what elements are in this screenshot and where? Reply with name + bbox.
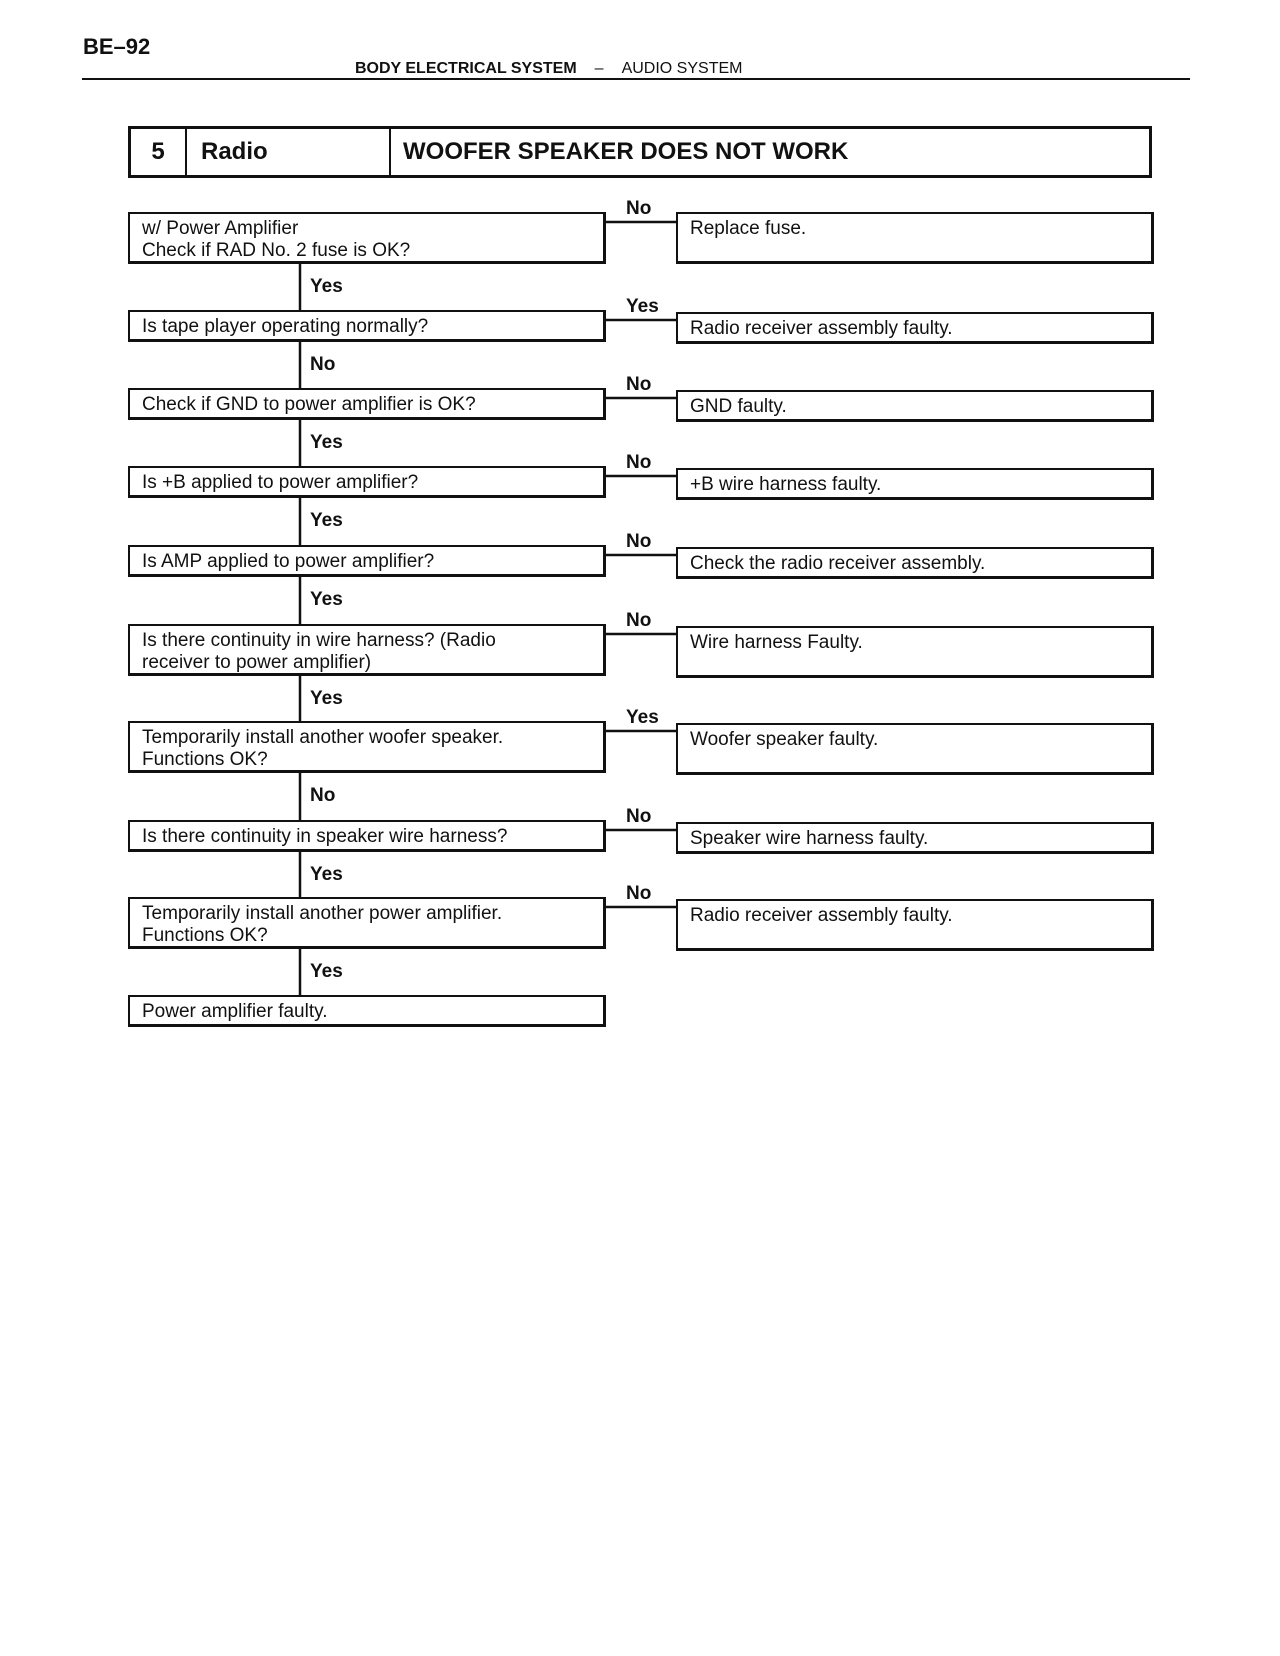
- title-text: WOOFER SPEAKER DOES NOT WORK: [403, 138, 849, 165]
- question-box: [128, 897, 606, 949]
- header-separator: –: [594, 60, 604, 77]
- result-box: [676, 390, 1154, 422]
- header-system: BODY ELECTRICAL SYSTEM: [355, 60, 577, 77]
- flow-label: Yes: [310, 432, 343, 453]
- branch-label: No: [626, 198, 652, 219]
- flow-label: No: [310, 354, 336, 375]
- question-line: Temporarily install another power amplifier.: [142, 903, 503, 924]
- result-box: [676, 723, 1154, 775]
- flow-label: Yes: [310, 589, 343, 610]
- branch-label: No: [626, 610, 652, 631]
- question-line: w/ Power Amplifier: [142, 218, 299, 239]
- flow-label: Yes: [310, 864, 343, 885]
- result-text: Woofer speaker faulty.: [690, 729, 879, 750]
- question-line: Is +B applied to power amplifier?: [142, 472, 419, 493]
- flow-label: Yes: [310, 510, 343, 531]
- question-line: Is tape player operating normally?: [142, 316, 429, 337]
- result-text: Check the radio receiver assembly.: [690, 553, 986, 574]
- question-line: Check if RAD No. 2 fuse is OK?: [142, 240, 411, 261]
- branch-label: No: [626, 374, 652, 395]
- question-box: [128, 721, 606, 773]
- question-line: Functions OK?: [142, 925, 268, 946]
- title-number: 5: [131, 129, 187, 175]
- result-box: [676, 899, 1154, 951]
- question-box: [128, 310, 606, 342]
- result-box: [676, 468, 1154, 500]
- branch-label: No: [626, 806, 652, 827]
- result-box: [676, 626, 1154, 678]
- question-line: Temporarily install another woofer speaker.: [142, 727, 504, 748]
- question-line: Is there continuity in wire harness? (Radio: [142, 630, 496, 651]
- branch-label: Yes: [626, 707, 659, 728]
- branch-label: No: [626, 883, 652, 904]
- result-box: [676, 547, 1154, 579]
- result-text: Wire harness Faulty.: [690, 632, 863, 653]
- question-box: [128, 624, 606, 676]
- result-box: [676, 822, 1154, 854]
- flow-label: Yes: [310, 688, 343, 709]
- result-text: GND faulty.: [690, 396, 787, 417]
- result-text: +B wire harness faulty.: [690, 474, 882, 495]
- final-result-box: [128, 995, 606, 1027]
- question-line: Is there continuity in speaker wire harness?: [142, 826, 508, 847]
- flow-label: Yes: [310, 276, 343, 297]
- question-line: Functions OK?: [142, 749, 268, 770]
- result-box: [676, 212, 1154, 264]
- question-box: [128, 545, 606, 577]
- question-line: Is AMP applied to power amplifier?: [142, 551, 435, 572]
- result-text: Radio receiver assembly faulty.: [690, 905, 953, 926]
- branch-label: Yes: [626, 296, 659, 317]
- question-box: [128, 388, 606, 420]
- question-box: [128, 466, 606, 498]
- result-text: Speaker wire harness faulty.: [690, 828, 929, 849]
- question-box: [128, 820, 606, 852]
- question-line: receiver to power amplifier): [142, 652, 372, 673]
- result-text: Radio receiver assembly faulty.: [690, 318, 953, 339]
- flow-label: No: [310, 785, 336, 806]
- branch-label: No: [626, 531, 652, 552]
- question-box: [128, 212, 606, 264]
- page-number: BE–92: [83, 34, 151, 59]
- header-section: AUDIO SYSTEM: [621, 60, 743, 77]
- question-line: Check if GND to power amplifier is OK?: [142, 394, 476, 415]
- result-box: [676, 312, 1154, 344]
- branch-label: No: [626, 452, 652, 473]
- final-result-text: Power amplifier faulty.: [142, 1001, 328, 1022]
- title-system: Radio: [187, 129, 391, 175]
- result-text: Replace fuse.: [690, 218, 807, 239]
- flow-label: Yes: [310, 961, 343, 982]
